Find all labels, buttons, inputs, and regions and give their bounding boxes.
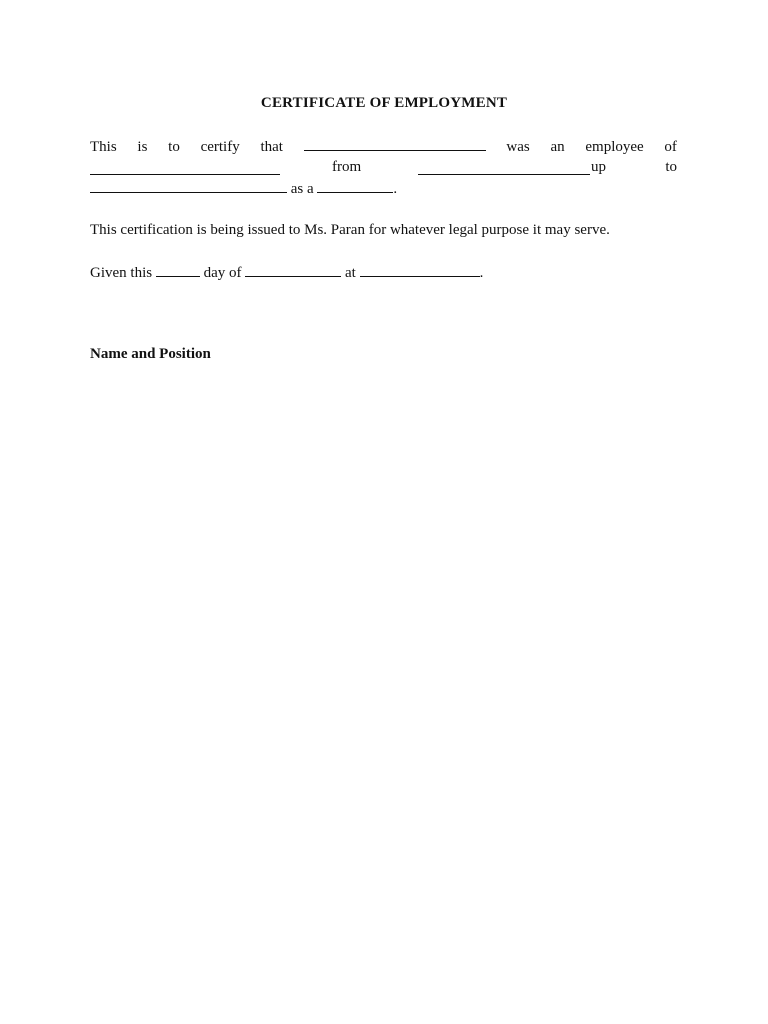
employee-name-blank[interactable] bbox=[304, 136, 486, 151]
paragraph3 bbox=[90, 262, 677, 282]
paragraph1-line2 bbox=[90, 157, 677, 177]
word-to: to bbox=[665, 159, 677, 175]
start-date-blank[interactable] bbox=[418, 160, 590, 175]
document-title: CERTIFICATE OF EMPLOYMENT bbox=[260, 95, 508, 111]
word: certify bbox=[200, 139, 240, 155]
word: an bbox=[550, 139, 565, 155]
word-up: up bbox=[591, 159, 606, 175]
signature-label: Name and Position bbox=[90, 346, 211, 362]
word: is bbox=[137, 139, 148, 155]
month-blank[interactable] bbox=[245, 262, 341, 277]
period: . bbox=[479, 265, 484, 281]
word-day-of: day of bbox=[203, 265, 242, 281]
word-from: from bbox=[332, 159, 362, 175]
paragraph2: This certification is being issued to Ms. Paran for whatever legal purpose it may serve. bbox=[90, 222, 610, 238]
word-given-this: Given this bbox=[90, 265, 153, 281]
word: to bbox=[168, 139, 180, 155]
day-blank[interactable] bbox=[156, 262, 200, 277]
word-as-a: as a bbox=[290, 181, 314, 197]
word: This bbox=[90, 139, 117, 155]
word: that bbox=[260, 139, 283, 155]
word: of bbox=[664, 139, 677, 155]
position-blank[interactable] bbox=[317, 178, 393, 193]
word: was bbox=[506, 139, 530, 155]
word-at: at bbox=[345, 265, 356, 281]
company-name-blank[interactable] bbox=[90, 160, 280, 175]
period: . bbox=[393, 181, 398, 197]
place-blank[interactable] bbox=[360, 262, 480, 277]
paragraph1-line1 bbox=[90, 136, 677, 156]
paragraph1-line3 bbox=[90, 178, 677, 198]
end-date-blank[interactable] bbox=[90, 178, 287, 193]
word: employee bbox=[585, 139, 644, 155]
